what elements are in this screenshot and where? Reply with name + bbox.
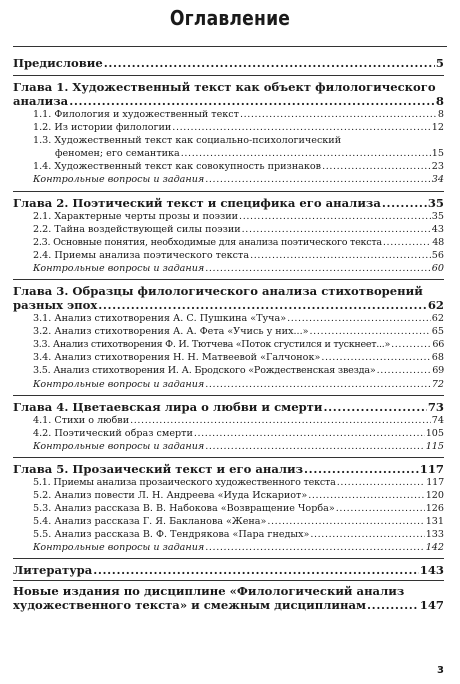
toc-item-label: 3.3. Анализ стихотворения Ф. И. Тютчева «Поток сгустился и тускнеет...» <box>33 339 391 351</box>
chapter-title[interactable]: Глава 1. Художественный текст как объект филологического <box>13 80 436 94</box>
toc-item-label-cont: феномен; его семантика <box>55 148 180 160</box>
toc-item[interactable] <box>13 210 444 223</box>
dot-leader <box>250 249 431 262</box>
toc-literature-label: Литература <box>13 563 93 578</box>
toc-item[interactable] <box>13 223 444 236</box>
top-rule <box>13 46 447 47</box>
chapter-title-line1: Глава 5. Прозаический текст и его анализ <box>13 461 304 476</box>
toc-item-label: 5.1. Приемы анализа прозаического художественного текста <box>33 476 336 488</box>
new-editions-page: 147 <box>419 598 444 613</box>
new-editions-line2: художественного текста» и смежным дисциплинам <box>13 598 367 613</box>
dot-leader <box>172 121 430 134</box>
chapter-title[interactable] <box>13 400 444 414</box>
dot-leader <box>377 364 432 377</box>
toc-item-page: 12 <box>431 122 444 134</box>
dot-leader <box>205 262 431 275</box>
dot-leader <box>310 325 431 338</box>
dot-leader <box>242 223 431 236</box>
toc-item-page: 105 <box>425 427 444 439</box>
chapter-title[interactable] <box>13 462 444 476</box>
chapter-title[interactable]: Глава 3. Образцы филологического анализа стихотворений <box>13 284 423 299</box>
toc-item[interactable] <box>13 502 444 515</box>
dot-leader <box>323 400 426 414</box>
toc-preface-label: Предисловие <box>13 56 103 70</box>
chapter-title-cont[interactable] <box>13 298 444 312</box>
toc-item-page: 62 <box>431 313 444 325</box>
toc-item-page: 133 <box>425 529 444 541</box>
toc-item-label: 1.2. Из истории филологии <box>33 122 172 134</box>
section-rule <box>13 558 444 559</box>
page-title: Оглавление <box>169 6 291 30</box>
toc-item-label: 5.5. Анализ рассказа В. Ф. Тендрякова «Пара гнедых» <box>33 529 310 541</box>
toc-item-page: 66 <box>432 339 444 351</box>
section-rule <box>13 457 444 458</box>
toc-questions-label: Контрольные вопросы и задания <box>33 262 205 274</box>
dot-leader <box>93 563 419 577</box>
dot-leader <box>391 338 431 351</box>
toc-item-label: 2.4. Приемы анализа поэтического текста <box>33 249 250 261</box>
toc-item-page: 65 <box>431 326 444 338</box>
new-editions-cont <box>13 598 444 612</box>
toc-questions-page: 34 <box>431 174 444 186</box>
toc-questions-label: Контрольные вопросы и задания <box>33 542 205 554</box>
toc-item-page: 117 <box>426 476 444 488</box>
toc-preface-page: 5 <box>435 56 444 70</box>
dot-leader <box>287 312 431 325</box>
section-rule <box>13 75 444 76</box>
toc-item-label: 1.3. Художественный текст как социально-психологический <box>33 135 342 147</box>
toc-item-page: 48 <box>432 236 444 248</box>
dot-leader <box>98 298 427 312</box>
toc-item-label: 3.4. Анализ стихотворения Н. Н. Матвеевой «Галчонок» <box>33 352 321 364</box>
toc-item[interactable] <box>13 364 444 377</box>
dot-leader <box>205 173 431 186</box>
toc-item-label: 4.2. Поэтический образ смерти <box>33 427 193 439</box>
toc-item-label: 5.2. Анализ повести Л. Н. Андреева «Иуда Искариот» <box>33 489 308 501</box>
section-rule <box>13 279 444 280</box>
toc-item-page: 126 <box>425 503 444 515</box>
chapter-title-cont[interactable] <box>13 94 444 108</box>
toc-chapter-5 <box>13 462 444 555</box>
toc-item[interactable] <box>13 108 444 121</box>
toc-chapter-4 <box>13 400 444 453</box>
toc-questions[interactable] <box>13 440 444 453</box>
toc-item-label: 2.3. Основные понятия, необходимые для анализа поэтического текста <box>33 236 382 248</box>
chapter-page: 73 <box>427 399 444 414</box>
toc-preface[interactable] <box>13 56 444 70</box>
dot-leader <box>336 502 425 515</box>
dot-leader <box>104 56 435 70</box>
toc-item[interactable] <box>13 515 444 528</box>
toc-item[interactable] <box>13 414 444 427</box>
dot-leader <box>69 94 435 108</box>
toc-item[interactable] <box>13 338 444 351</box>
toc-item-page: 68 <box>431 352 444 364</box>
toc-chapter-3 <box>13 284 444 391</box>
dot-leader <box>130 414 431 427</box>
dot-leader <box>181 147 431 160</box>
toc-item-label: 1.1. Филология и художественный текст <box>33 109 239 120</box>
dot-leader <box>310 528 424 541</box>
toc-item-label: 2.2. Тайна воздействующей силы поэзии <box>33 223 241 235</box>
toc-item[interactable] <box>13 351 444 364</box>
toc-questions-label: Контрольные вопросы и задания <box>33 174 205 186</box>
toc-item[interactable] <box>13 236 444 249</box>
toc-item[interactable] <box>13 249 444 262</box>
toc-item-page: 69 <box>432 365 444 377</box>
toc-chapter-1 <box>13 80 444 187</box>
dot-leader <box>205 440 424 453</box>
toc-questions-page: 115 <box>425 440 444 452</box>
toc-item-page: 131 <box>425 516 444 528</box>
chapter-page: 117 <box>419 461 444 476</box>
dot-leader <box>239 210 431 223</box>
toc-item-page: 43 <box>431 223 444 235</box>
toc-item[interactable] <box>13 427 444 440</box>
toc-questions-label: Контрольные вопросы и задания <box>33 440 205 452</box>
toc-item[interactable] <box>13 528 444 541</box>
toc-new-editions[interactable] <box>13 584 444 612</box>
chapter-page: 35 <box>427 195 444 210</box>
toc-questions[interactable] <box>13 173 444 186</box>
toc-item-label: 2.1. Характерные черты прозы и поэзии <box>33 210 239 222</box>
toc-literature[interactable] <box>13 563 444 577</box>
toc-item-page: 56 <box>431 249 444 261</box>
table-of-contents <box>13 56 444 612</box>
toc-item-label: 5.4. Анализ рассказа Г. Я. Бакланова «Жена» <box>33 516 267 528</box>
toc-item[interactable] <box>13 160 444 173</box>
dot-leader <box>194 427 425 440</box>
toc-item-page: 120 <box>425 489 444 501</box>
chapter-page: 62 <box>427 298 444 313</box>
dot-leader <box>267 515 424 528</box>
toc-item-label: 1.4. Художественный текст как совокупность признаков <box>33 161 322 173</box>
toc-questions[interactable] <box>13 378 444 391</box>
toc-questions-page: 142 <box>425 542 444 554</box>
toc-literature-page: 143 <box>419 563 444 578</box>
chapter-title-line1: Глава 4. Цветаевская лира о любви и смерти <box>13 399 323 414</box>
toc-item[interactable] <box>13 476 444 489</box>
toc-questions[interactable] <box>13 262 444 275</box>
dot-leader <box>304 462 419 476</box>
toc-item[interactable] <box>13 312 444 325</box>
dot-leader <box>367 598 419 612</box>
toc-item-page: 15 <box>431 148 444 160</box>
dot-leader <box>240 108 437 121</box>
chapter-title[interactable] <box>13 196 444 210</box>
toc-questions-page: 72 <box>431 378 444 390</box>
chapter-title-line2: разных эпох <box>13 298 98 313</box>
toc-item[interactable] <box>13 489 444 502</box>
toc-item-label: 3.2. Анализ стихотворения А. А. Фета «Учись у них...» <box>33 326 309 338</box>
toc-questions[interactable] <box>13 541 444 554</box>
dot-leader <box>322 160 431 173</box>
toc-chapter-2 <box>13 196 444 275</box>
dot-leader <box>321 351 430 364</box>
dot-leader <box>205 378 431 391</box>
chapter-title-line1: Глава 2. Поэтический текст и специфика его анализа <box>13 195 381 210</box>
toc-questions-label: Контрольные вопросы и задания <box>33 378 205 390</box>
toc-item-page: 74 <box>431 414 444 426</box>
toc-questions-page: 60 <box>431 262 444 274</box>
section-rule <box>13 580 444 581</box>
chapter-page: 8 <box>435 94 444 108</box>
dot-leader <box>383 236 431 249</box>
toc-item-label: 5.3. Анализ рассказа В. В. Набокова «Возвращение Чорба» <box>33 503 335 515</box>
toc-item-page: 23 <box>431 161 444 173</box>
dot-leader <box>308 489 425 502</box>
section-rule <box>13 191 444 192</box>
section-rule <box>13 395 444 396</box>
dot-leader <box>205 541 424 554</box>
toc-item-wrapped[interactable] <box>13 134 444 160</box>
toc-item-label: 3.1. Анализ стихотворения А. С. Пушкина «Туча» <box>33 313 287 325</box>
toc-item-page: 35 <box>431 210 444 222</box>
dot-leader <box>337 476 426 489</box>
chapter-title-line2: анализа <box>13 94 69 108</box>
toc-item-page: 8 <box>437 109 444 120</box>
page-number: 3 <box>437 665 444 676</box>
toc-item-label: 3.5. Анализ стихотворения И. А. Бродского «Рождественская звезда» <box>33 365 376 377</box>
toc-item[interactable] <box>13 121 444 134</box>
dot-leader <box>382 196 427 210</box>
toc-item[interactable] <box>13 325 444 338</box>
new-editions-line1: Новые издания по дисциплине «Филологический анализ <box>13 584 405 599</box>
toc-item-label: 4.1. Стихи о любви <box>33 414 130 426</box>
